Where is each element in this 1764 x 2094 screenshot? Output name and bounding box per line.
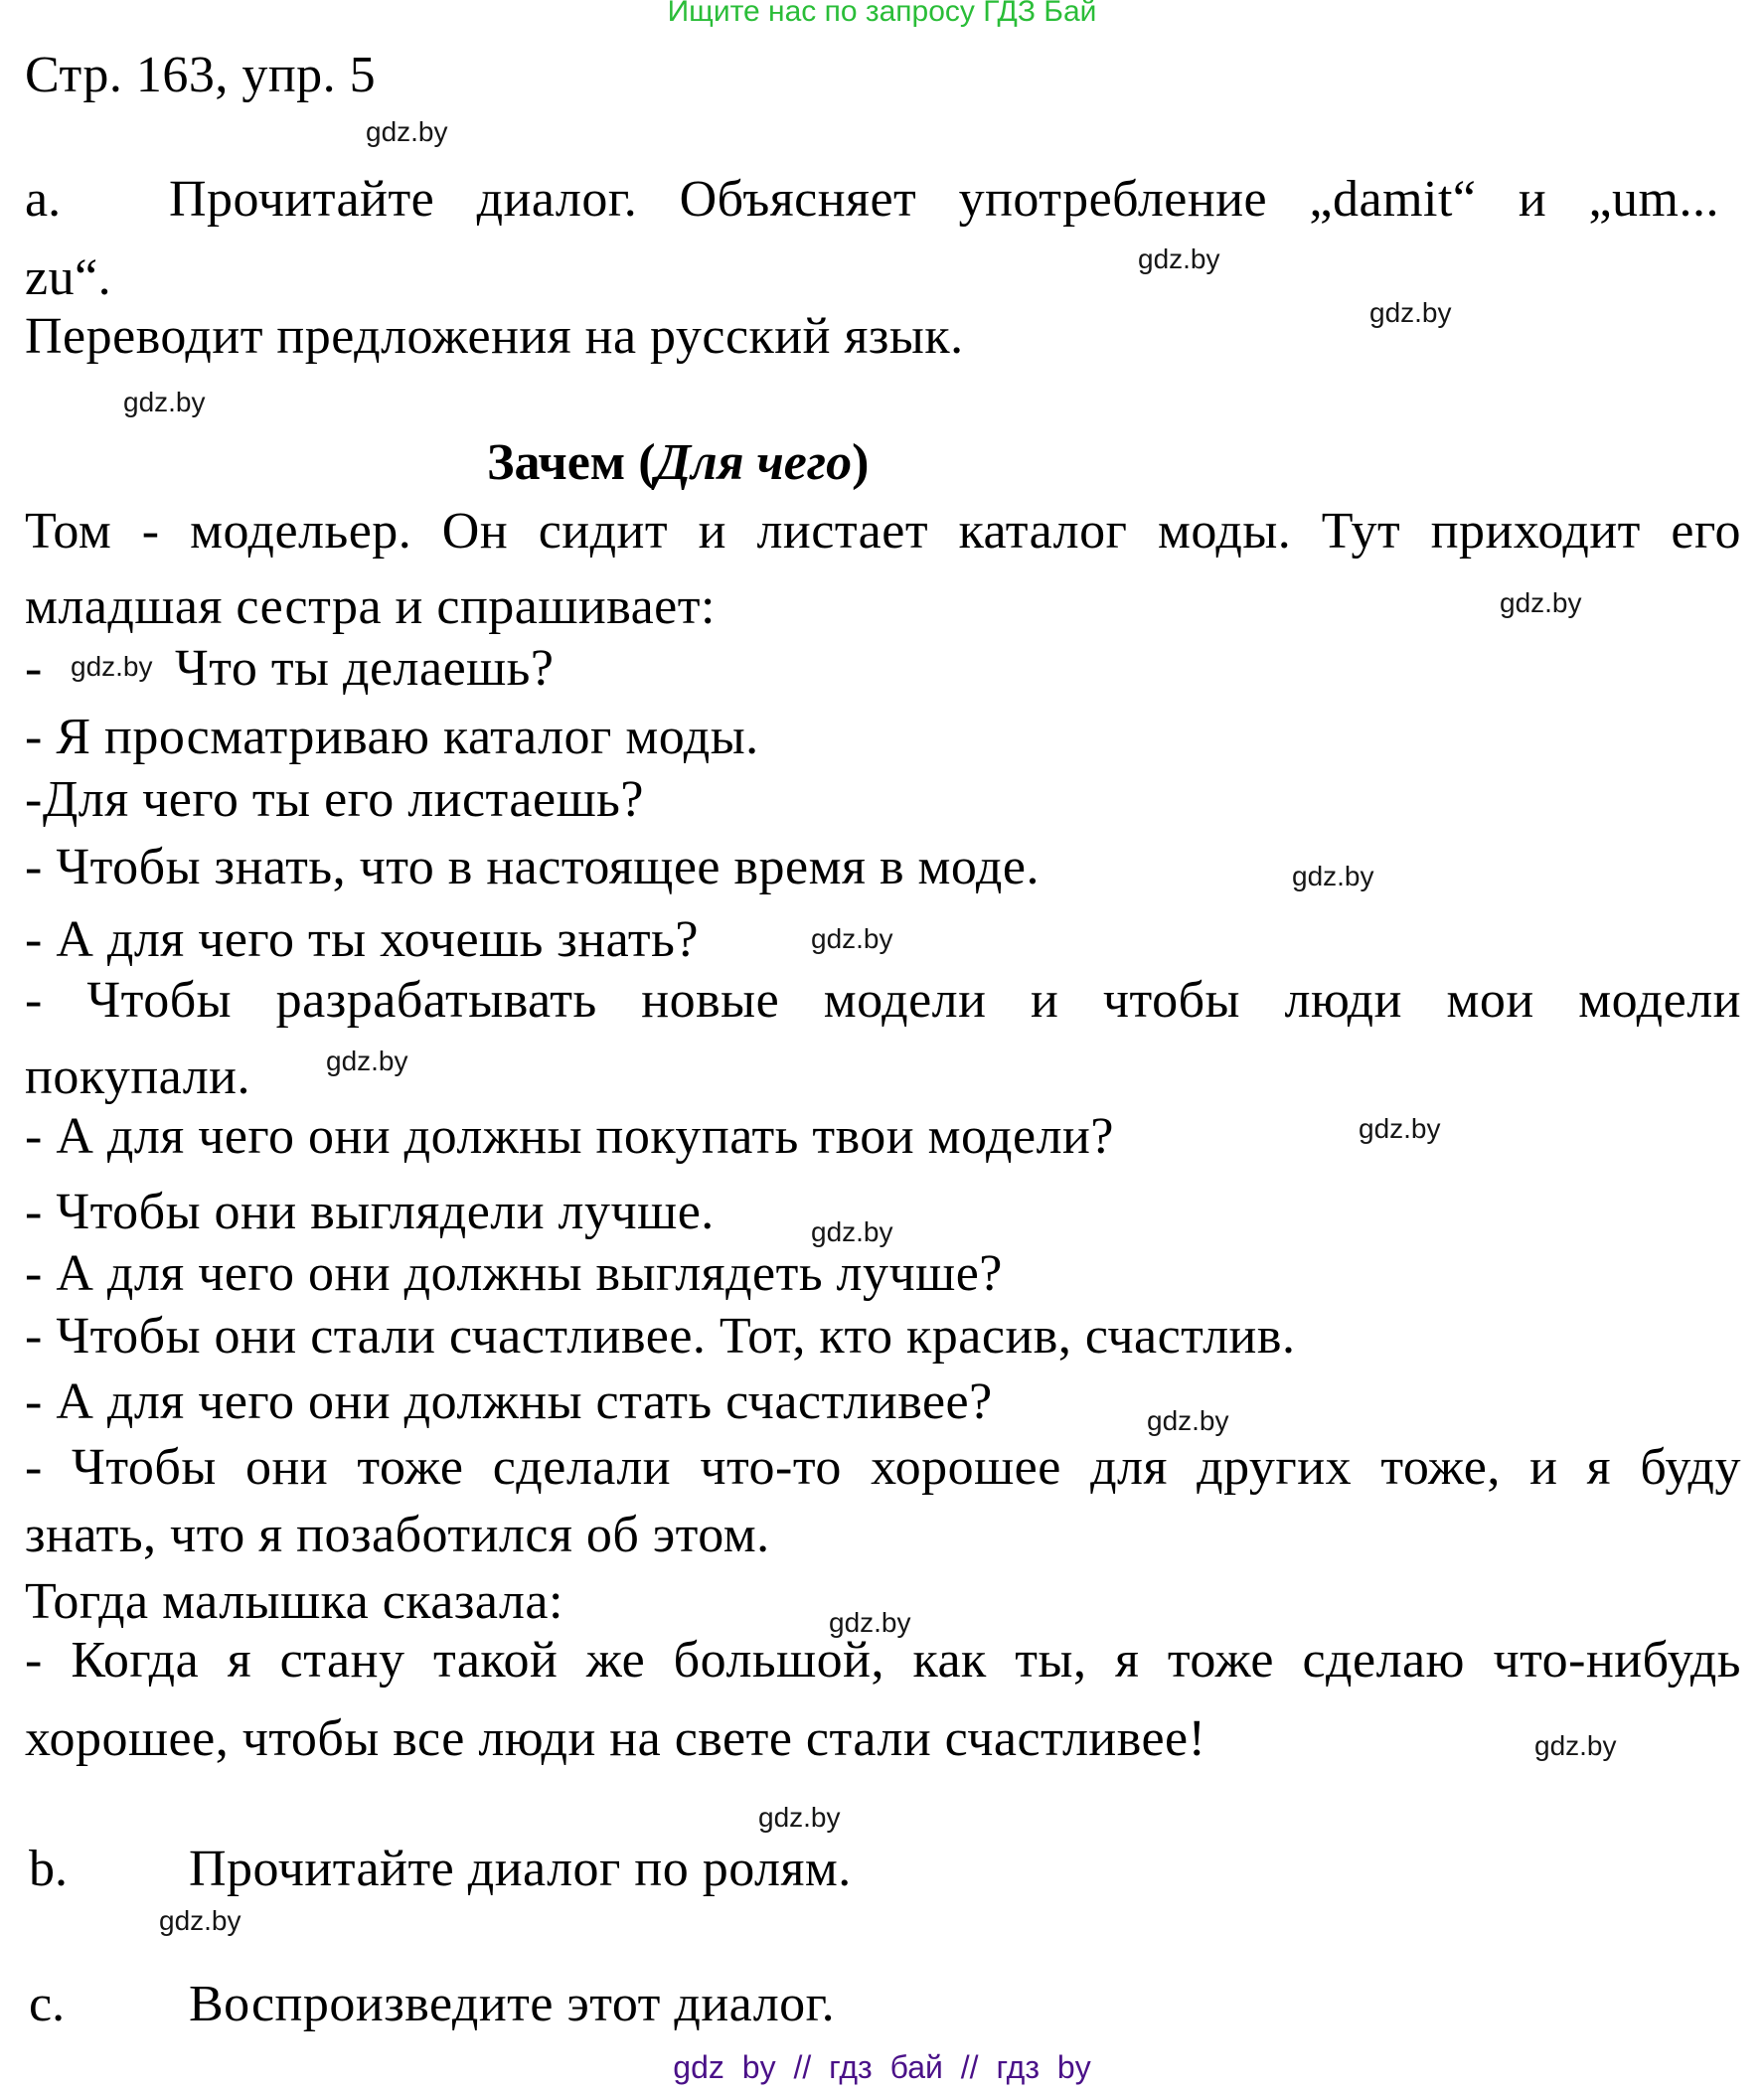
watermark: gdz.by	[366, 116, 448, 147]
watermark: gdz.by	[326, 1046, 408, 1076]
dialog-line: младшая сестра и спрашивает:	[25, 578, 716, 635]
task-c-label: c.	[29, 1976, 66, 2032]
watermark: gdz.by	[123, 387, 206, 417]
task-a-line-2: zu“.	[25, 249, 112, 306]
heading-start: Зачем (	[487, 434, 656, 491]
watermark: gdz.by	[1369, 297, 1452, 328]
dialog-dash: -	[25, 640, 43, 697]
promo-banner: Ищите нас по запросу ГДЗ Бай	[667, 0, 1097, 28]
dialog-line: - Я просматриваю каталог моды.	[25, 709, 759, 765]
dialog-line-text: Что ты делаешь?	[175, 640, 555, 697]
dialog-line: - Чтобы они выглядели лучше.	[25, 1184, 715, 1240]
watermark: gdz.by	[1500, 587, 1582, 618]
page-title: Стр. 163, упр. 5	[25, 47, 377, 103]
dialog-line: - Когда я стану такой же большой, как ты, я тоже сделаю что-нибудь	[25, 1632, 1741, 1689]
heading-end: )	[852, 434, 870, 491]
watermark: gdz.by	[829, 1607, 911, 1638]
dialog-line: хорошее, чтобы все люди на свете стали счастливее!	[25, 1710, 1206, 1767]
section-heading	[487, 434, 870, 491]
dialog-line: - Чтобы они тоже сделали что-то хорошее для других тоже, и я буду	[25, 1439, 1741, 1496]
footer-watermark: gdz by // гдз бай // гдз by	[673, 2049, 1091, 2085]
watermark: gdz.by	[1359, 1113, 1441, 1144]
dialog-line: - А для чего они должны стать счастливее?	[25, 1373, 993, 1430]
task-b-text: Прочитайте диалог по ролям.	[189, 1841, 852, 1897]
task-a-line-3: Переводит предложения на русский язык.	[25, 308, 964, 365]
heading-italic: Для чего	[655, 434, 853, 491]
watermark: gdz.by	[1292, 861, 1374, 891]
task-a-label: a.	[25, 171, 62, 228]
task-b-label: b.	[29, 1841, 68, 1897]
dialog-line: - Чтобы знать, что в настоящее время в моде.	[25, 839, 1040, 895]
dialog-line: - А для чего они должны покупать твои модели?	[25, 1108, 1114, 1165]
watermark: gdz.by	[811, 1216, 893, 1247]
dialog-line: - Чтобы они стали счастливее. Тот, кто красив, счастлив.	[25, 1308, 1296, 1365]
watermark: gdz.by	[1147, 1405, 1229, 1436]
dialog-line: знать, что я позаботился об этом.	[25, 1507, 770, 1563]
dialog-line: -Для чего ты его листаешь?	[25, 771, 644, 828]
watermark: gdz.by	[71, 651, 153, 682]
dialog-line: - А для чего ты хочешь знать?	[25, 911, 699, 968]
task-a-line-1: Прочитайте диалог. Объясняет употребление „damit“ и „um...	[169, 171, 1719, 228]
watermark: gdz.by	[811, 923, 893, 954]
dialog-line: - Чтобы разрабатывать новые модели и чтобы люди мои модели	[25, 972, 1741, 1029]
task-c-text: Воспроизведите этот диалог.	[189, 1976, 836, 2032]
watermark: gdz.by	[758, 1802, 841, 1833]
watermark: gdz.by	[1138, 243, 1220, 274]
watermark: gdz.by	[1534, 1730, 1617, 1761]
watermark: gdz.by	[159, 1905, 241, 1936]
dialog-line: Том - модельер. Он сидит и листает каталог моды. Тут приходит его	[25, 503, 1741, 560]
dialog-line: Тогда малышка сказала:	[25, 1573, 563, 1630]
dialog-line: - А для чего они должны выглядеть лучше?	[25, 1245, 1003, 1302]
dialog-line: покупали.	[25, 1048, 250, 1105]
